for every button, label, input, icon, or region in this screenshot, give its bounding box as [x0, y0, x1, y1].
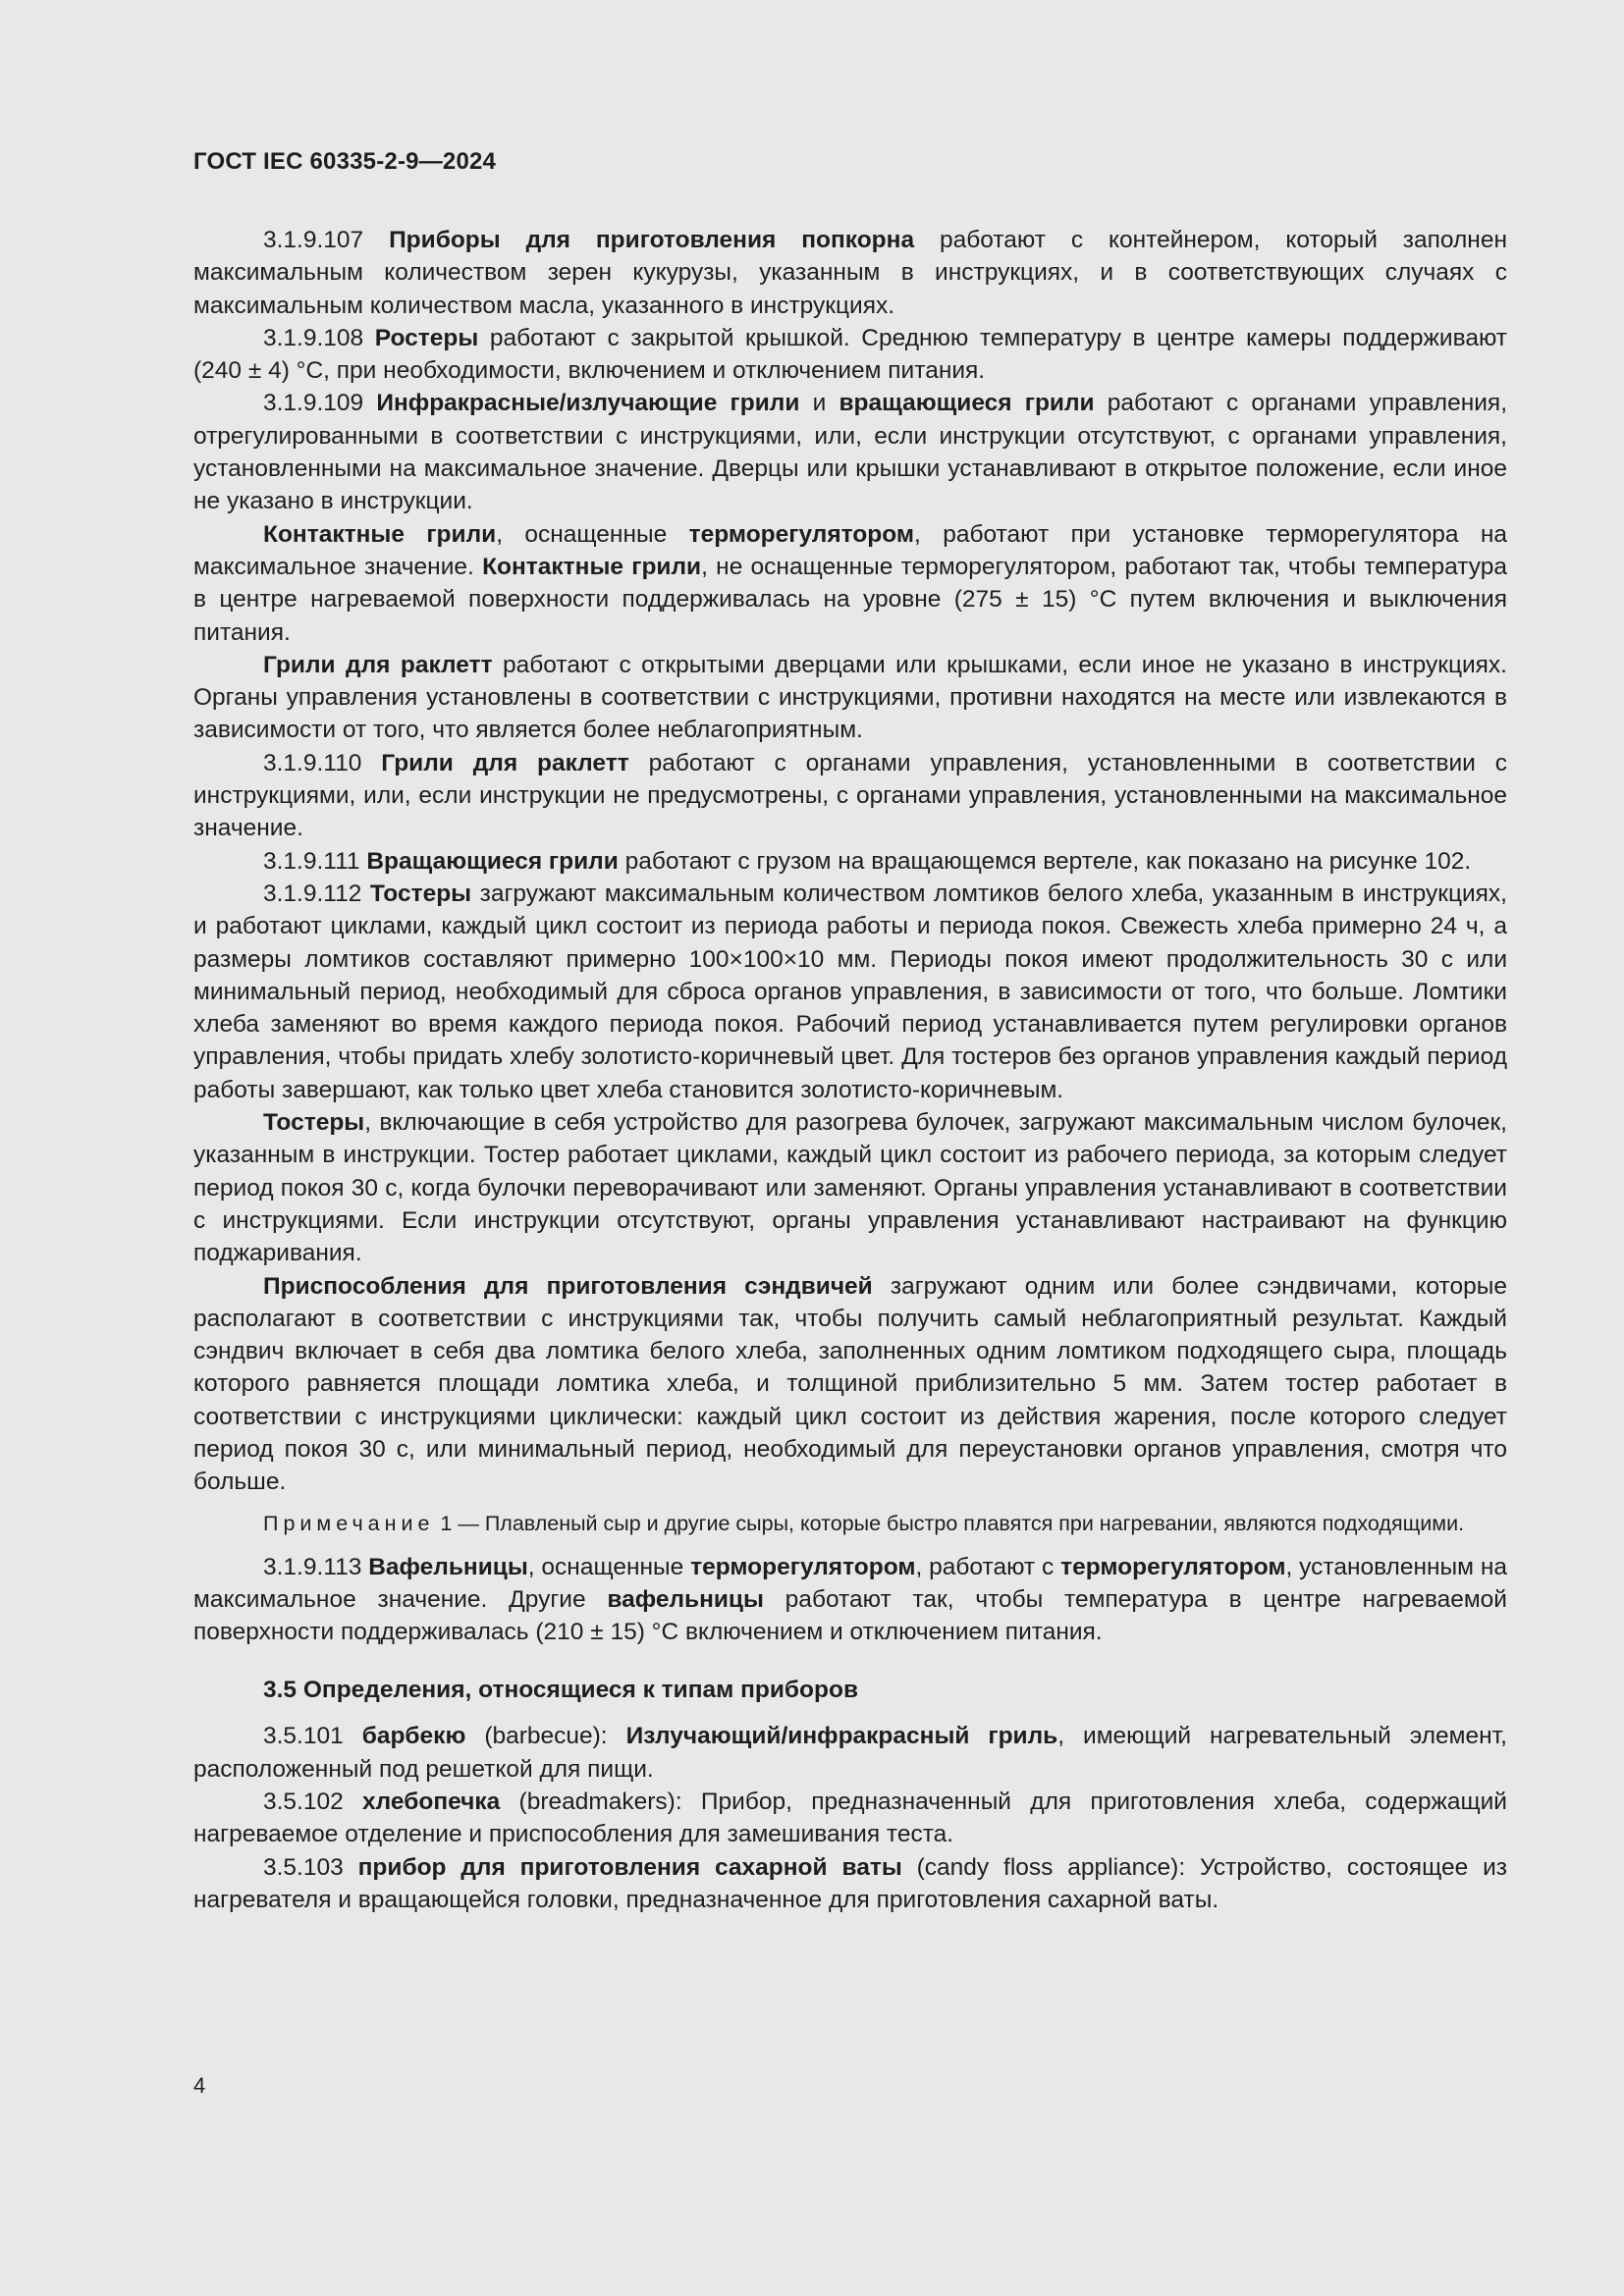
- note-label: Примечание: [263, 1511, 435, 1535]
- text-run: 3.1.9.111: [263, 847, 367, 875]
- paragraph: [193, 224, 1507, 322]
- definition-item: [193, 1851, 1507, 1917]
- term-bold: терморегулятором: [1060, 1553, 1286, 1580]
- paragraph: [193, 1551, 1507, 1649]
- text-run: работают с грузом на вращающемся вертеле, как показано на рисунке 102.: [618, 847, 1472, 875]
- text-run: 3.1.9.108: [263, 324, 375, 351]
- definition-item: [193, 1786, 1507, 1851]
- document-body: [193, 224, 1507, 1916]
- text-run: (breadmakers): Прибор, предназначенный для приготовления хлеба, содержащий нагреваемое отделение и приспособления для замешивания теста.: [193, 1789, 1507, 1848]
- definitions-list: [193, 1720, 1507, 1916]
- term-bold: терморегулятором: [688, 520, 914, 548]
- note: [193, 1509, 1507, 1539]
- term-bold: прибор для приготовления сахарной ваты: [357, 1853, 902, 1881]
- term-bold: Вращающиеся грили: [366, 847, 619, 875]
- clause-paragraphs: [193, 224, 1507, 1499]
- term-bold: Ростеры: [374, 324, 479, 351]
- text-run: 3.1.9.112: [263, 880, 370, 907]
- text-run: 3.1.9.110: [263, 749, 382, 776]
- text-run: работают с органами управления, отрегулированными в соответствии с инструкциями, или, если инструкции отсутствуют, с органами управления, установленными на максимальное значение. Дверцы или крышки устанавливают в открытое положение, если иное не указано в инструкции.: [193, 390, 1507, 515]
- term-bold: Приспособления для приготовления сэндвичей: [263, 1272, 873, 1300]
- term-bold: Инфракрасные/излучающие грили: [376, 390, 800, 417]
- term-bold: Контактные грили: [482, 553, 702, 580]
- text-run: , не оснащенные терморегулятором, работают так, чтобы температура в центре нагреваемой поверхности поддерживалась на уровне (275 ± 15) °С путем включения и выключения питания.: [193, 553, 1507, 646]
- paragraph: [193, 518, 1507, 649]
- term-bold: Грили для раклетт: [263, 651, 493, 678]
- text-run: работают так, чтобы температура в центре нагреваемой поверхности поддерживалась (210 ± 15) °С включением и отключением питания.: [193, 1585, 1507, 1646]
- text-run: (barbecue):: [465, 1723, 626, 1750]
- text-run: 3.1.9.113: [263, 1553, 369, 1580]
- definition-item: [193, 1720, 1507, 1786]
- document-header: ГОСТ IEC 60335-2-9—2024: [193, 148, 497, 175]
- text-run: , установленным на максимальное значение. Другие: [193, 1553, 1507, 1613]
- text-run: загружают одним или более сэндвичами, которые располагают в соответствии с инструкциями так, чтобы получить самый неблагоприятный результат. Каждый сэндвич включает в себя два ломтика белого хлеба, заполненных одним ломтиком подходящего сыра, площадь которого равняется площади ломтика хлеба, и толщиной приблизительно 5 мм. Затем тостер работает в соответствии с инструкциями циклически: каждый цикл состоит из действия жарения, после которого следует период покоя 30 с, или минимальный период, необходимый для переустановки органов управления, смотря что больше.: [193, 1272, 1507, 1496]
- term-bold: Приборы для приготовления попкорна: [389, 227, 915, 253]
- text-run: работают с открытыми дверцами или крышками, если иное не указано в инструкциях. Органы управления установлены в соответствии с инструкциями, противни находятся на месте или извлекаются в зависимости от того, что является более неблагоприятным.: [193, 651, 1507, 744]
- clause-paragraphs-continued: [193, 1551, 1507, 1649]
- paragraph: [193, 649, 1507, 747]
- text-run: (candy floss appliance): Устройство, состоящее из нагревателя и вращающейся головки, предназначенное для приготовления сахарной ваты.: [193, 1853, 1507, 1913]
- term-bold: Тостеры: [263, 1109, 365, 1137]
- text-run: , оснащенные: [527, 1553, 691, 1580]
- term-bold: Вафельницы: [368, 1553, 528, 1580]
- text-run: работают с органами управления, установленными в соответствии с инструкциями, или, если инструкции не предусмотрены, с органами управления, установленными на максимальное значение.: [193, 749, 1507, 842]
- paragraph: [193, 1106, 1507, 1269]
- term-bold: барбекю: [361, 1723, 466, 1750]
- text-run: , работают с: [915, 1553, 1061, 1580]
- note-text: 1 — Плавленый сыр и другие сыры, которые быстро плавятся при нагревании, являются подходящими.: [434, 1511, 1465, 1535]
- text-run: , имеющий нагревательный элемент, расположенный под решеткой для пищи.: [193, 1723, 1507, 1783]
- paragraph: [193, 322, 1507, 388]
- paragraph: [193, 387, 1507, 517]
- text-run: 3.1.9.107: [263, 227, 390, 253]
- text-run: , оснащенные: [496, 520, 689, 548]
- text-run: , включающие в себя устройство для разогрева булочек, загружают максимальным числом булочек, указанным в инструкции. Тостер работает циклами, каждый цикл состоит из рабочего периода, за которым следует период покоя 30 с, когда булочки переворачивают или заменяют. Органы управления устанавливают в соответствии с инструкциями. Если инструкции отсутствуют, органы управления устанавливают настраивают на функцию поджаривания.: [193, 1109, 1507, 1267]
- text-run: , работают при установке терморегулятора на максимальное значение.: [193, 520, 1507, 580]
- section-heading: 3.5 Определения, относящиеся к типам приборов: [263, 1677, 859, 1704]
- page-number: 4: [193, 2073, 206, 2098]
- text-run: 3.1.9.109: [263, 390, 377, 417]
- term-bold: вафельницы: [607, 1585, 764, 1613]
- term-bold: терморегулятором: [690, 1553, 916, 1580]
- paragraph: [193, 878, 1507, 1106]
- text-run: работают с закрытой крышкой. Среднюю температуру в центре камеры поддерживают (240 ± 4) °С, при необходимости, включением и отключением питания.: [193, 324, 1508, 385]
- text-run: работают с контейнером, который заполнен максимальным количеством зерен кукурузы, указанным в инструкциях, и в соответствующих случаях с максимальным количеством масла, указанного в инструкциях.: [193, 227, 1507, 319]
- paragraph: [193, 845, 1507, 878]
- term-bold: хлебопечка: [362, 1789, 501, 1816]
- term-bold: Контактные грили: [263, 520, 497, 548]
- term-bold: вращающиеся грили: [839, 390, 1095, 417]
- text-run: 3.5.102: [263, 1789, 363, 1816]
- term-bold: Грили для раклетт: [381, 749, 629, 776]
- text-run: и: [799, 390, 839, 417]
- paragraph: [193, 747, 1507, 845]
- text-run: загружают максимальным количеством ломтиков белого хлеба, указанным в инструкциях, и работают циклами, каждый цикл состоит из периода работы и периода покоя. Свежесть хлеба примерно 24 ч, а размеры ломтиков составляют примерно 100×100×10 мм. Периоды покоя имеют продолжительность 30 с или минимальный период, необходимый для сброса органов управления, в зависимости от того, что больше. Ломтики хлеба заменяют во время каждого периода покоя. Рабочий период устанавливается путем регулировки органов управления, чтобы придать хлебу золотисто-коричневый цвет. Для тостеров без органов управления каждый период работы завершают, как только цвет хлеба становится золотисто-коричневым.: [193, 880, 1507, 1103]
- text-run: 3.5.101: [263, 1723, 362, 1750]
- text-run: 3.5.103: [263, 1853, 358, 1881]
- term-bold: Тостеры: [369, 880, 472, 907]
- term-bold: Излучающий/инфракрасный гриль: [625, 1723, 1058, 1750]
- paragraph: [193, 1270, 1507, 1499]
